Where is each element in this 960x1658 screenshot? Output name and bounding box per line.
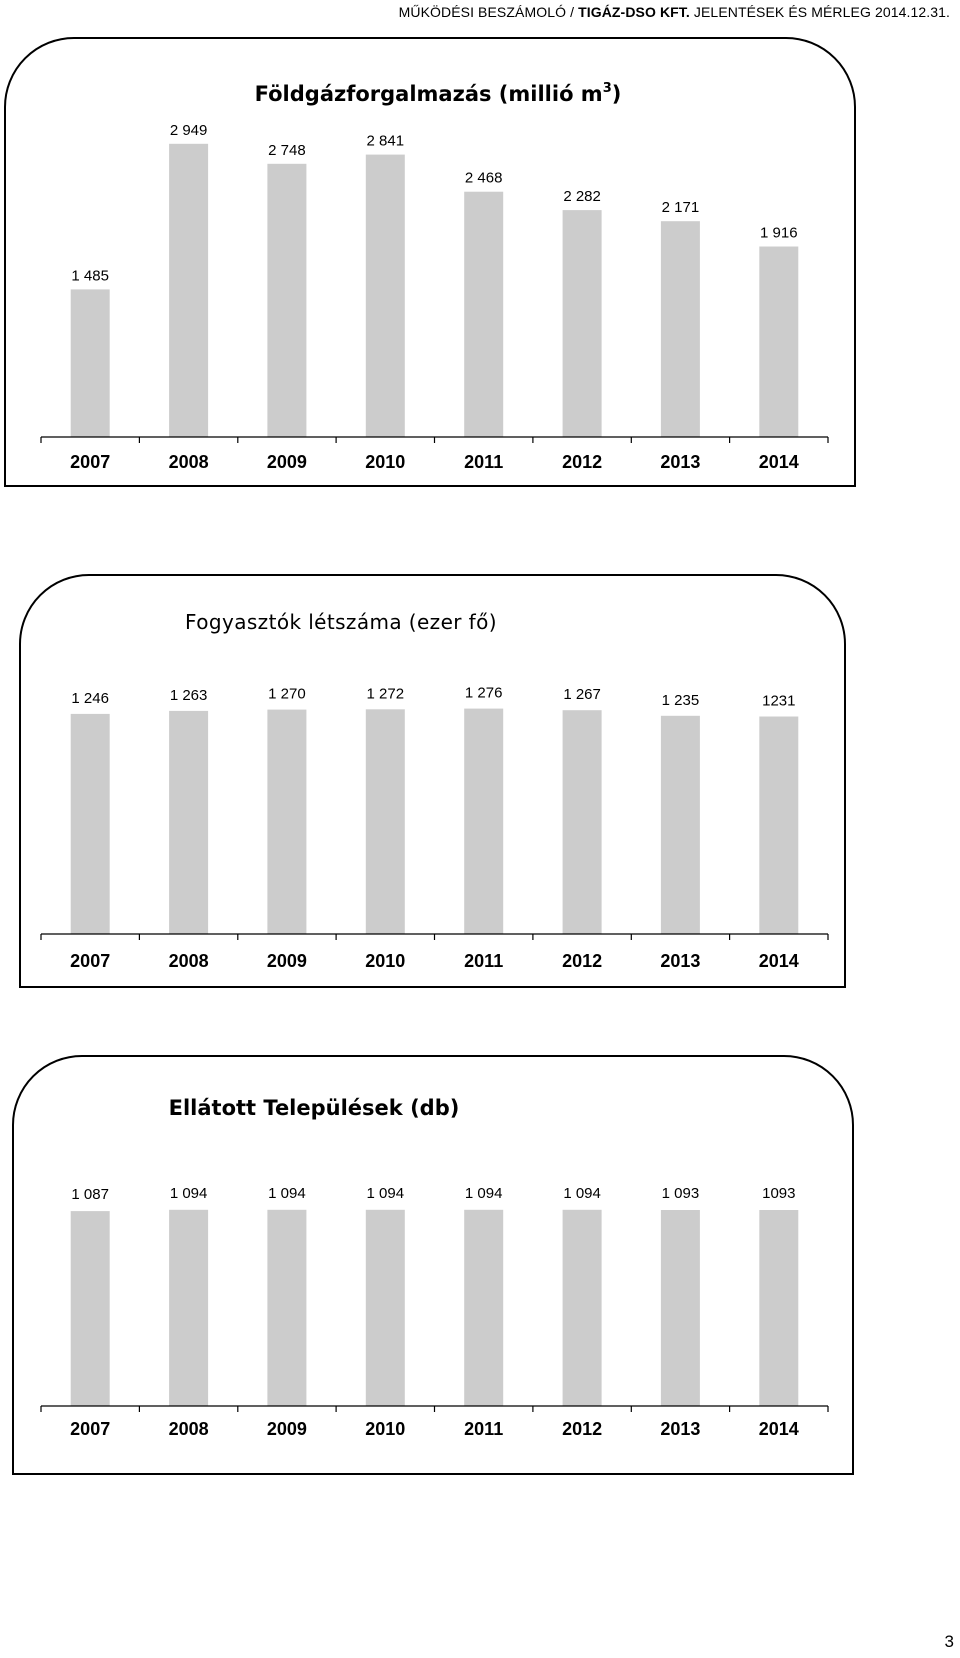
- data-label-2009: 1 270: [268, 685, 306, 703]
- data-label-2010: 1 272: [366, 685, 405, 703]
- x-tick-label-2013: 2013: [660, 951, 701, 971]
- chart-panel-consumer-count: [19, 574, 846, 988]
- page-number: 3: [944, 1632, 954, 1651]
- bar-2010: [366, 155, 405, 437]
- bar-2013: [661, 1210, 700, 1406]
- x-tick-label-2009: 2009: [266, 1419, 307, 1439]
- x-tick-label-2012: 2012: [562, 1419, 603, 1439]
- data-label-2010: 1 094: [366, 1184, 405, 1202]
- bar-2013: [661, 716, 700, 934]
- data-label-2012: 1 094: [563, 1184, 601, 1202]
- data-label-2007: 1 087: [71, 1186, 109, 1204]
- bar-2009: [267, 1210, 306, 1406]
- bar-2012: [563, 1210, 602, 1406]
- bar-2007: [71, 289, 110, 437]
- data-label-2008: 2 949: [169, 121, 208, 139]
- chart-panel-gas-turnover: [4, 37, 856, 487]
- data-label-2012: 1 267: [563, 686, 601, 704]
- x-tick-label-2012: 2012: [562, 951, 603, 971]
- x-tick-label-2009: 2009: [266, 452, 307, 472]
- x-tick-label-2011: 2011: [464, 452, 504, 472]
- x-tick-label-2014: 2014: [758, 951, 799, 971]
- bar-2011: [464, 1210, 503, 1406]
- header-report-title: MŰKÖDÉSI BESZÁMOLÓ /: [398, 4, 579, 20]
- bar-2011: [464, 192, 503, 437]
- bar-2012: [563, 710, 602, 934]
- x-tick-label-2007: 2007: [70, 951, 111, 971]
- data-label-2010: 2 841: [366, 132, 405, 150]
- data-label-2012: 2 282: [563, 188, 601, 206]
- data-label-2011: 1 094: [464, 1184, 503, 1202]
- bar-2008: [169, 144, 208, 437]
- bar-2012: [563, 210, 602, 437]
- x-tick-label-2011: 2011: [464, 1419, 504, 1439]
- data-label-2007: 1 485: [71, 267, 109, 285]
- bar-2014: [759, 717, 798, 935]
- header-report-date: JELENTÉSEK ÉS MÉRLEG 2014.12.31.: [689, 4, 950, 20]
- data-label-2013: 1 093: [661, 1185, 700, 1202]
- data-label-2009: 2 748: [268, 141, 306, 159]
- bar-2010: [366, 709, 405, 934]
- bar-2014: [759, 247, 798, 438]
- data-label-2011: 2 468: [464, 169, 503, 187]
- x-tick-label-2008: 2008: [168, 1419, 209, 1439]
- x-tick-label-2008: 2008: [168, 452, 209, 472]
- bar-2013: [661, 221, 700, 437]
- x-tick-label-2009: 2009: [266, 951, 307, 971]
- page-header: [399, 4, 950, 20]
- bar-2009: [267, 710, 306, 934]
- bar-2008: [169, 1210, 208, 1406]
- consumer-count-chart: [21, 576, 848, 990]
- chart-title: Földgázforgalmazás (millió $m^3$): [254, 81, 622, 106]
- header-company: TIGÁZ-DSO KFT.: [578, 4, 690, 20]
- bar-2009: [267, 164, 306, 437]
- data-label-2014: 1231: [762, 692, 796, 710]
- data-label-2014: 1093: [762, 1185, 796, 1202]
- bar-2010: [366, 1210, 405, 1406]
- chart-panel-served-settlements: [12, 1055, 854, 1475]
- bar-2007: [71, 1211, 110, 1406]
- data-label-2014: 1 916: [760, 224, 798, 242]
- data-label-2008: 1 263: [169, 686, 208, 704]
- chart-title: Fogyasztók létszáma (ezer fő): [185, 610, 497, 634]
- x-tick-label-2012: 2012: [562, 452, 603, 472]
- data-label-2011: 1 276: [464, 684, 503, 702]
- chart-title: Ellátott Települések (db): [168, 1096, 460, 1120]
- data-label-2007: 1 246: [71, 689, 109, 707]
- data-label-2009: 1 094: [268, 1184, 306, 1202]
- bar-2007: [71, 714, 110, 934]
- x-tick-label-2010: 2010: [365, 1419, 406, 1439]
- data-label-2013: 1 235: [661, 691, 700, 709]
- gas-turnover-chart: [6, 39, 858, 489]
- served-settlements-chart: [14, 1057, 856, 1477]
- x-tick-label-2014: 2014: [758, 452, 799, 472]
- x-tick-label-2007: 2007: [70, 452, 111, 472]
- x-tick-label-2014: 2014: [758, 1419, 799, 1439]
- bar-2014: [759, 1210, 798, 1406]
- bar-2008: [169, 711, 208, 934]
- x-tick-label-2008: 2008: [168, 951, 209, 971]
- x-tick-label-2010: 2010: [365, 951, 406, 971]
- bar-2011: [464, 709, 503, 934]
- data-label-2013: 2 171: [661, 199, 700, 217]
- data-label-2008: 1 094: [169, 1184, 208, 1202]
- x-tick-label-2011: 2011: [464, 951, 504, 971]
- x-tick-label-2007: 2007: [70, 1419, 111, 1439]
- x-tick-label-2010: 2010: [365, 452, 406, 472]
- x-tick-label-2013: 2013: [660, 452, 701, 472]
- x-tick-label-2013: 2013: [660, 1419, 701, 1439]
